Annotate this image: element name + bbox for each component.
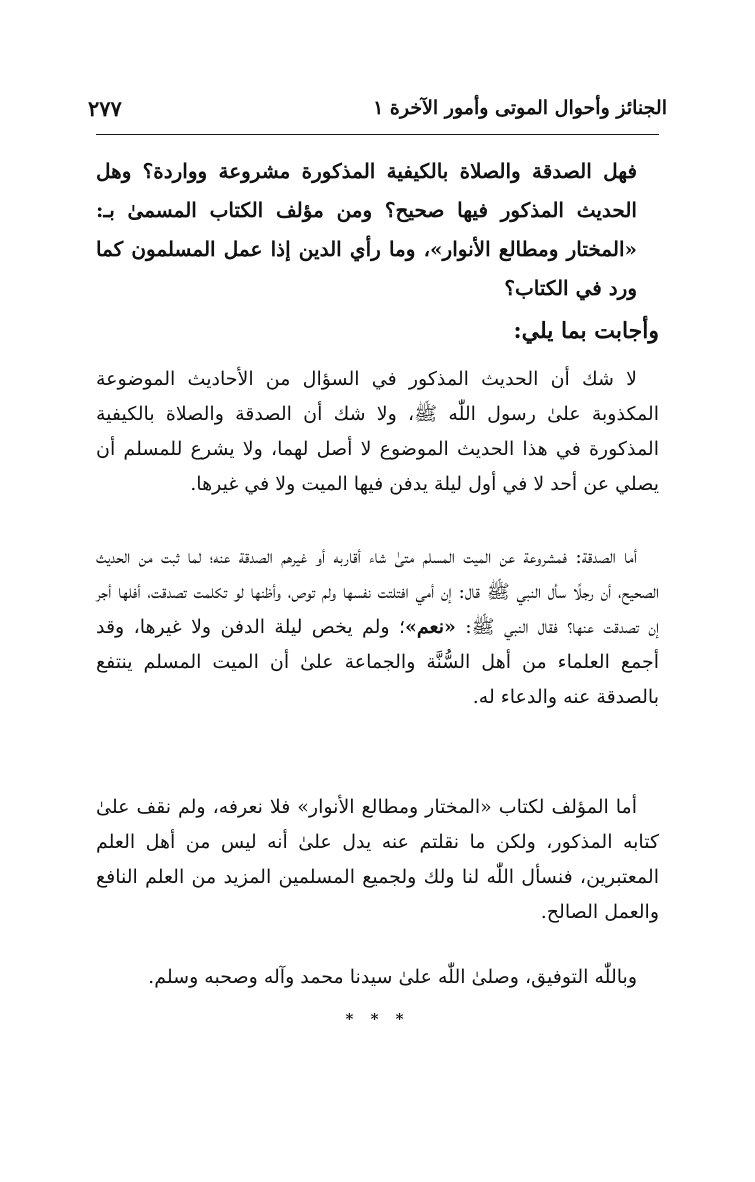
page-number: ٢٧٧ (88, 95, 122, 121)
question-text: فهل الصدقة والصلاة بالكيفية المذكورة مشروعة وواردة؟ وهل الحديث المذكور فيها صحيح؟ ومن مؤلف الكتاب المسمىٰ بـ: «المختار ومطالع الأنوار»، وما رأي الدين إذا عمل المسلمون كما ورد في الكتاب؟ (96, 159, 637, 300)
page-header (88, 88, 667, 128)
paragraph-2-start: أما الصدقة: فمشروعة عن الميت المسلم متىٰ شاء أقاربه أو غيرهم الصدقة عنه؛ لما ثبت من الحديث الصحيح، أن رجلًا سأل النبي ﷺ قال: إن أمي افتلتت نفسها ولم توص، وأظنها لو تكلمت تصدقت، أفلها أجر إن تصدقت عنها؟ فقال النبي ﷺ: (96, 546, 659, 638)
paragraph-3: أما المؤلف لكتاب «المختار ومطالع الأنوار» فلا نعرفه، ولم نقف علىٰ كتابه المذكور، ولكن ما نقلتم عنه يدل علىٰ أنه ليس من أهل العلم المعتبرين، فنسأل اللّٰه لنا ولك ولجميع المسلمين المزيد من العلم النافع والعمل الصالح. (96, 796, 659, 923)
paragraph-2 (96, 540, 659, 715)
running-title: الجنائز وأحوال الموتى وأمور الآخرة ١ (373, 97, 667, 119)
answer-intro: وأجابت بما يلي: (513, 318, 659, 344)
paragraph-4: وباللّٰه التوفيق، وصلىٰ اللّٰه علىٰ سيدنا محمد وآله وصحبه وسلم. (148, 966, 637, 988)
paragraph-2-quote: «نعم» (405, 616, 456, 638)
section-separator: * * * (345, 1010, 410, 1028)
paragraph-1: لا شك أن الحديث المذكور في السؤال من الأحاديث الموضوعة المكذوبة علىٰ رسول اللّٰه ﷺ، ولا شك أن الصدقة والصلاة بالكيفية المذكورة في هذا الحديث الموضوع لا أصل لهما، ولا يشرع للمسلم أن يصلي عن أحد لا في أول ليلة يدفن فيها الميت ولا في غيرها. (96, 368, 659, 495)
paragraph-2-end: ؛ ولم يخص ليلة الدفن ولا غيرها، وقد أجمع العلماء من أهل السُّنَّة والجماعة علىٰ أن الميت المسلم ينتفع بالصدقة عنه والدعاء له. (96, 616, 659, 708)
header-rule (96, 134, 659, 135)
